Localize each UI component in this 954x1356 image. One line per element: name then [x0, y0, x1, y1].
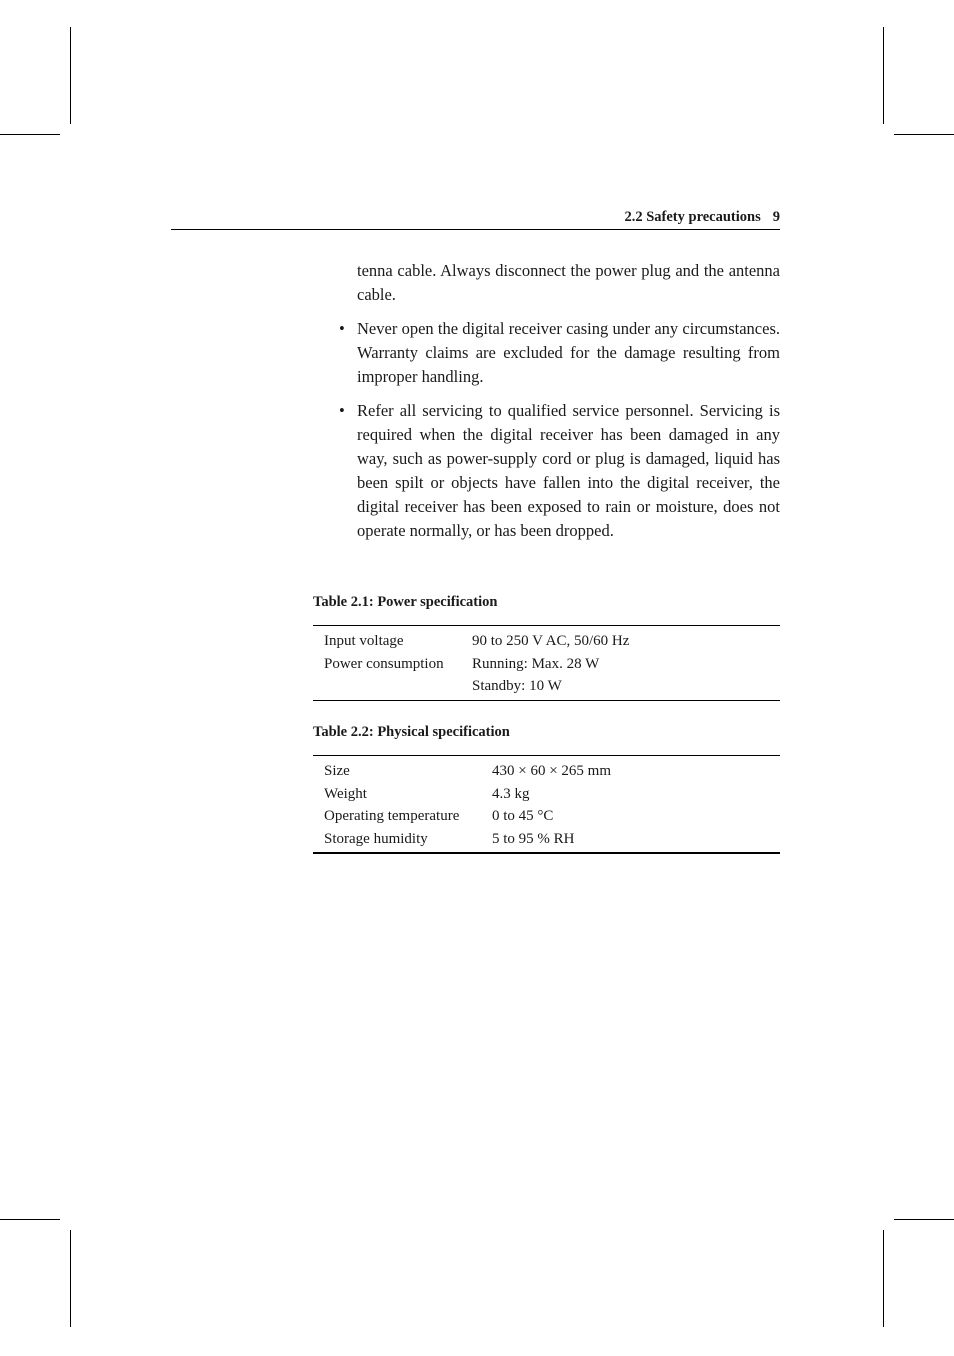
table-cell-label: Power consumption: [324, 655, 444, 672]
table-row: [313, 783, 780, 806]
power-spec-table: [313, 625, 780, 701]
physical-spec-table: [313, 755, 780, 854]
table-row: [313, 805, 780, 828]
continuation-paragraph: tenna cable. Always disconnect the power plug and the antenna cable.: [357, 261, 780, 304]
table-cell-value: Standby: 10 W: [472, 678, 562, 694]
table-row: [313, 828, 780, 851]
table-cell-value: 0 to 45 °C: [492, 808, 554, 824]
section-title: 2.2 Safety precautions: [624, 209, 761, 225]
crop-mark: [70, 1230, 71, 1327]
bullet-item-casing: Never open the digital receiver casing under any circumstances. Warranty claims are excluded for the damage resulting from improper handling.: [357, 319, 780, 386]
table-cell-value: 4.3 kg: [492, 785, 530, 802]
bullet-marker: •: [339, 401, 345, 420]
table-row: [313, 630, 780, 653]
table-caption-power: Table 2.1: Power specification: [313, 594, 498, 610]
table-cell-label: Input voltage: [324, 633, 404, 649]
table-cell-label: Operating temperature: [324, 808, 460, 824]
table-caption-physical: Table 2.2: Physical specification: [313, 724, 510, 740]
table-cell-value: Running: Max. 28 W: [472, 655, 600, 672]
table-cell-value: 5 to 95 % RH: [492, 830, 575, 847]
running-head: [171, 207, 780, 230]
bullet-item-servicing: Refer all servicing to qualified service personnel. Servicing is required when the digital receiver has been damaged in any way, such as power-supply cord or plug is damaged, liquid has been spilt or objects have fallen into the digital receiver, the digital receiver has been exposed to rain or moisture, does not operate normally, or has been dropped.: [357, 401, 780, 540]
bullet-marker: •: [339, 319, 345, 338]
table-cell-label: Size: [324, 763, 350, 779]
page-number: 9: [772, 209, 780, 225]
crop-mark: [883, 1230, 884, 1327]
table-cell-label: Storage humidity: [324, 830, 428, 847]
table-cell-value: 430 × 60 × 265 mm: [492, 763, 612, 779]
table-row: [313, 653, 780, 676]
table-row: [313, 760, 780, 783]
table-cell-label: Weight: [324, 785, 367, 802]
table-row: [313, 675, 780, 698]
crop-mark: [0, 1219, 60, 1220]
crop-mark: [894, 134, 954, 135]
table-cell-value: 90 to 250 V AC, 50/60 Hz: [472, 633, 630, 649]
crop-mark: [0, 134, 60, 135]
table-cell-label: [313, 675, 472, 698]
crop-mark: [883, 27, 884, 124]
crop-mark: [70, 27, 71, 124]
crop-mark: [894, 1219, 954, 1220]
